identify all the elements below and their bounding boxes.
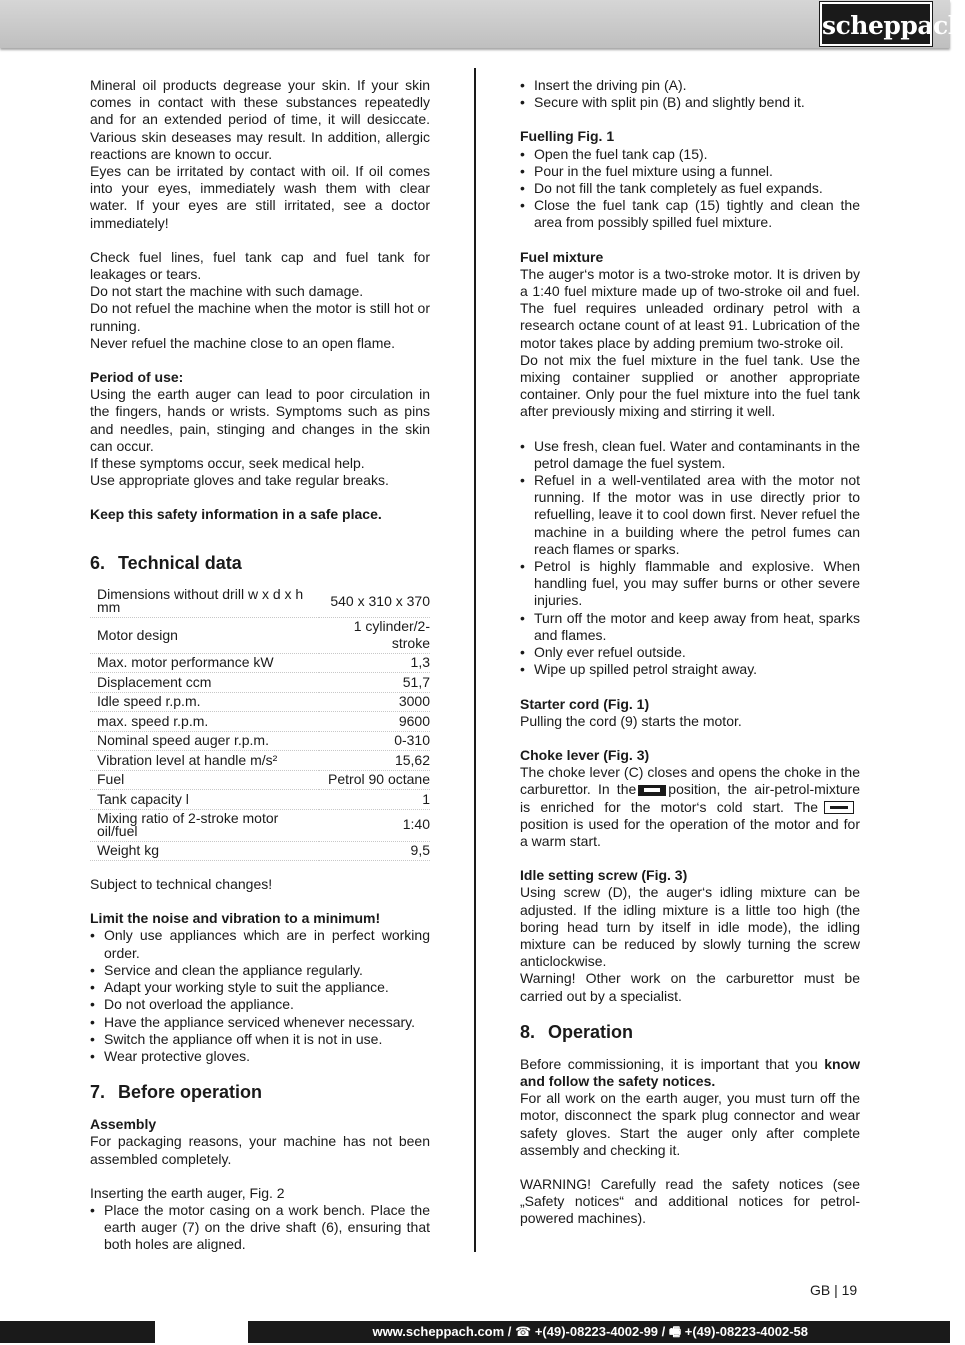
table-row: Vibration level at handle m/s² 15,62 bbox=[90, 751, 430, 771]
choke-closed-icon bbox=[638, 785, 666, 796]
starter-cord-heading: Starter cord (Fig. 1) bbox=[520, 695, 650, 712]
list-item: • Only ever refuel outside. bbox=[520, 644, 860, 661]
list-item: • Use fresh, clean fuel. Water and contaminants in the petrol damage the fuel system. bbox=[520, 438, 860, 472]
inserting-list bbox=[90, 1202, 430, 1254]
table-row: Dimensions without drill w x d x h mm 540 x 310 x 370 bbox=[90, 586, 430, 618]
paragraph: Using screw (D), the auger‘s idling mixture can be adjusted. If the idling mixture is a little too high (the boring head turn by itself in idle mode), the idling mixture can be reduced by slowly turning the screw anticlockwise. bbox=[520, 884, 860, 970]
technical-data-table bbox=[90, 586, 430, 861]
header-bar bbox=[0, 0, 965, 48]
table-row: Displacement ccm 51,7 bbox=[90, 673, 430, 693]
subject-changes-note: Subject to technical changes! bbox=[90, 876, 273, 893]
paragraph: Mineral oil products degrease your skin. If your skin comes in contact with these substances repeatedly and for an extended period of time, it will desiccate. Various skin deseases may result. In addition, allergic reactions are known to occur. bbox=[90, 77, 430, 162]
list-item: • Close the fuel tank cap (15) tightly and clean the area from possibly spilled fuel mixture. bbox=[520, 197, 860, 231]
list-item: • Only use appliances which are in perfect working order. bbox=[90, 927, 430, 961]
list-item: • Place the motor casing on a work bench. Place the earth auger (7) on the drive shaft (6), ensuring that both holes are aligned. bbox=[90, 1202, 430, 1254]
page-number: GB | 19 bbox=[810, 1282, 858, 1298]
section-7-heading: 7. Before operation bbox=[90, 1082, 263, 1103]
noise-list bbox=[90, 927, 430, 1065]
paragraph: If these symptoms occur, seek medical help. bbox=[90, 455, 365, 472]
noise-heading: Limit the noise and vibration to a minimum! bbox=[90, 910, 381, 927]
paragraph: Warning! Other work on the carburettor must be carried out by a specialist. bbox=[520, 970, 860, 1004]
scheppach-logo: scheppach bbox=[820, 2, 932, 46]
paragraph: The auger‘s motor is a two-stroke motor. It is driven by a 1:40 fuel mixture made up of two-stroke oil and fuel. The fuel requires unleaded ordinary petrol with a research octane count of at least 91. Lubrication of the motor takes place by adding premium two-stroke oil. bbox=[520, 265, 860, 351]
paragraph: Do not start the machine with such damage. bbox=[90, 283, 364, 300]
section-6-heading: 6. Technical data bbox=[90, 552, 242, 573]
table-row: Tank capacity l 1 bbox=[90, 790, 430, 810]
paragraph: Using the earth auger can lead to poor circulation in the fingers, hands or wrists. Symptoms such as pins and needles, pain, stinging and changes in the skin can occur. bbox=[90, 386, 430, 454]
table-row: Nominal speed auger r.p.m. 0-310 bbox=[90, 731, 430, 751]
list-item: • Do not overload the appliance. bbox=[90, 996, 430, 1013]
fuel-mixture-heading: Fuel mixture bbox=[520, 248, 604, 265]
list-item: • Open the fuel tank cap (15). bbox=[520, 146, 860, 163]
list-item: • Insert the driving pin (A). bbox=[520, 77, 860, 94]
table-row: Motor design 1 cylinder/2-stroke bbox=[90, 618, 430, 653]
table-row: max. speed r.p.m. 9600 bbox=[90, 712, 430, 732]
paragraph: Use appropriate gloves and take regular breaks. bbox=[90, 472, 389, 489]
left-column bbox=[90, 77, 430, 1254]
list-item: • Refuel in a well-ventilated area with the motor not running. If the motor was in use directly prior to refuelling, leave it to cool down first. Never refuel the machine in a building where the petrol fumes can reach flames or sparks. bbox=[520, 472, 860, 558]
choke-open-icon bbox=[824, 801, 854, 814]
list-item: • Wear protective gloves. bbox=[90, 1048, 430, 1065]
idle-screw-heading: Idle setting screw (Fig. 3) bbox=[520, 867, 688, 884]
table-row: Fuel Petrol 90 octane bbox=[90, 770, 430, 790]
choke-lever-heading: Choke lever (Fig. 3) bbox=[520, 746, 650, 763]
list-item: • Do not fill the tank completely as fuel expands. bbox=[520, 180, 860, 197]
paragraph: Before commissioning, it is important that you know and follow the safety notices. bbox=[520, 1055, 860, 1089]
paragraph: Never refuel the machine close to an open flame. bbox=[90, 334, 396, 351]
column-divider bbox=[474, 68, 476, 1252]
list-item: • Service and clean the appliance regularly. bbox=[90, 962, 430, 979]
choke-paragraph: The choke lever (C) closes and opens the choke in the carburettor. In the position, the air-petrol-mixture is enriched for the motor‘s cold start. Theposition is used for the operation of the motor and for a warm start. bbox=[520, 764, 861, 849]
list-item: • Adapt your working style to suit the appliance. bbox=[90, 979, 430, 996]
right-column bbox=[520, 77, 860, 1228]
keep-safe-note: Keep this safety information in a safe place. bbox=[90, 506, 382, 523]
paragraph: Check fuel lines, fuel tank cap and fuel tank for leakages or tears. bbox=[90, 248, 430, 283]
fuelling-list bbox=[520, 146, 860, 232]
list-item: • Pour in the fuel mixture using a funnel. bbox=[520, 163, 860, 180]
paragraph: Eyes can be irritated by contact with oil. If oil comes into your eyes, immediately wash them with clear water. If your eyes are still irritated, see a doctor immediately! bbox=[90, 163, 430, 231]
inserting-heading: Inserting the earth auger, Fig. 2 bbox=[90, 1184, 285, 1201]
paragraph: For all work on the earth auger, you must turn off the motor, disconnect the spark plug connector and wear safety gloves. Start the auger only after complete assembly and checking it. bbox=[520, 1090, 860, 1158]
paragraph: Do not mix the fuel mixture in the fuel tank. Use the mixing container supplied or another appropriate container. Only pour the fuel mixture into the fuel tank after previously mixing and stirring it well. bbox=[520, 351, 860, 420]
section-8-heading: 8. Operation bbox=[520, 1021, 634, 1042]
table-row: Idle speed r.p.m. 3000 bbox=[90, 692, 430, 712]
period-heading: Period of use: bbox=[90, 369, 184, 386]
list-item: • Secure with split pin (B) and slightly bend it. bbox=[520, 94, 860, 111]
assembly-heading: Assembly bbox=[90, 1116, 157, 1133]
list-item: • Have the appliance serviced whenever necessary. bbox=[90, 1014, 430, 1031]
list-item: • Petrol is highly flammable and explosive. When handling fuel, you may suffer burns or other severe injuries. bbox=[520, 558, 860, 610]
contact-info: www.scheppach.com / ☎ +(49)-08223-4002-99 / 🖷 +(49)-08223-4002-58 bbox=[372, 1324, 808, 1339]
paragraph: For packaging reasons, your machine has not been assembled completely. bbox=[90, 1133, 430, 1167]
table-row: Mixing ratio of 2-stroke motor oil/fuel 1:40 bbox=[90, 809, 430, 841]
auger-steps-list bbox=[520, 77, 860, 111]
footer-bar bbox=[0, 1321, 950, 1343]
list-item: • Wipe up spilled petrol straight away. bbox=[520, 661, 860, 678]
fuelling-heading: Fuelling Fig. 1 bbox=[520, 128, 615, 145]
table-row: Max. motor performance kW 1,3 bbox=[90, 653, 430, 673]
list-item: • Switch the appliance off when it is not in use. bbox=[90, 1031, 430, 1048]
list-item: • Turn off the motor and keep away from heat, sparks and flames. bbox=[520, 610, 860, 644]
table-row: Weight kg 9,5 bbox=[90, 841, 430, 861]
paragraph: WARNING! Carefully read the safety notices (see „Safety notices“ and additional notices for petrol-powered machines). bbox=[520, 1175, 860, 1227]
paragraph: Do not refuel the machine when the motor is still hot or running. bbox=[90, 300, 430, 334]
paragraph: Pulling the cord (9) starts the motor. bbox=[520, 712, 742, 729]
fuel-safety-list bbox=[520, 438, 860, 679]
